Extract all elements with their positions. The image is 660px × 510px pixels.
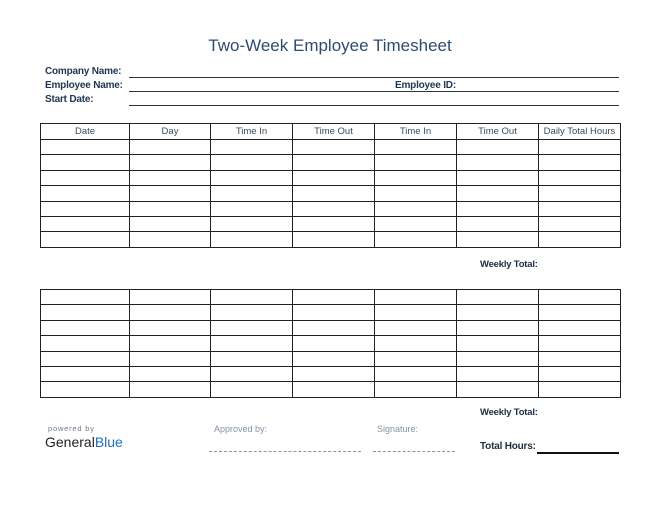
table-row: [41, 305, 621, 320]
employee-id-label: Employee ID:: [395, 80, 456, 91]
table-cell[interactable]: [211, 290, 293, 305]
table-cell[interactable]: [375, 305, 457, 320]
table-cell[interactable]: [41, 140, 130, 155]
total-hours-line[interactable]: [537, 452, 619, 454]
table-cell[interactable]: [130, 170, 211, 185]
table-row: [41, 351, 621, 366]
table-cell[interactable]: [457, 232, 539, 247]
table-cell[interactable]: [457, 216, 539, 231]
table-cell[interactable]: [539, 201, 621, 216]
table-cell[interactable]: [41, 290, 130, 305]
table-cell[interactable]: [41, 170, 130, 185]
table-cell[interactable]: [211, 155, 293, 170]
table-cell[interactable]: [375, 201, 457, 216]
table-cell[interactable]: [539, 290, 621, 305]
table-row: [41, 170, 621, 185]
table-cell[interactable]: [293, 320, 375, 335]
table-cell[interactable]: [457, 320, 539, 335]
column-header: Date: [41, 124, 130, 140]
table-cell[interactable]: [375, 290, 457, 305]
table-cell[interactable]: [375, 382, 457, 397]
table-cell[interactable]: [293, 382, 375, 397]
column-header: Time In: [211, 124, 293, 140]
table-cell[interactable]: [211, 232, 293, 247]
column-header: Day: [130, 124, 211, 140]
table-cell[interactable]: [375, 366, 457, 381]
column-header: Time In: [375, 124, 457, 140]
table-cell[interactable]: [293, 232, 375, 247]
table-cell[interactable]: [41, 155, 130, 170]
table-row: [41, 382, 621, 397]
table-cell[interactable]: [539, 155, 621, 170]
table-cell[interactable]: [375, 336, 457, 351]
approved-by-label: Approved by:: [214, 424, 268, 434]
table-cell[interactable]: [539, 186, 621, 201]
start-date-line[interactable]: [129, 105, 619, 106]
table-cell[interactable]: [293, 170, 375, 185]
table-cell[interactable]: [539, 366, 621, 381]
table-cell[interactable]: [211, 336, 293, 351]
table-cell[interactable]: [539, 140, 621, 155]
table-cell[interactable]: [457, 366, 539, 381]
approved-by-line[interactable]: [209, 451, 361, 452]
table-cell[interactable]: [130, 186, 211, 201]
table-row: [41, 320, 621, 335]
table-header-row: [41, 124, 621, 140]
table-cell[interactable]: [375, 351, 457, 366]
table-cell[interactable]: [130, 140, 211, 155]
table-cell[interactable]: [41, 336, 130, 351]
table-cell[interactable]: [41, 186, 130, 201]
table-row: [41, 201, 621, 216]
table-row: [41, 290, 621, 305]
table-cell[interactable]: [539, 170, 621, 185]
column-header: Time Out: [293, 124, 375, 140]
week2-table: [40, 289, 621, 398]
table-cell[interactable]: [539, 382, 621, 397]
table-cell[interactable]: [41, 366, 130, 381]
table-row: [41, 140, 621, 155]
table-cell[interactable]: [539, 320, 621, 335]
total-hours-label: Total Hours:: [480, 441, 536, 452]
table-cell[interactable]: [293, 366, 375, 381]
week1-total-label: Weekly Total:: [480, 259, 538, 270]
table-cell[interactable]: [457, 155, 539, 170]
table-cell[interactable]: [375, 170, 457, 185]
powered-by-text: powered by: [48, 424, 95, 433]
column-header: Time Out: [457, 124, 539, 140]
employee-name-label: Employee Name:: [45, 80, 123, 91]
table-cell[interactable]: [457, 305, 539, 320]
table-cell[interactable]: [211, 140, 293, 155]
table-cell[interactable]: [41, 305, 130, 320]
table-cell[interactable]: [539, 336, 621, 351]
table-cell[interactable]: [211, 351, 293, 366]
table-cell[interactable]: [293, 140, 375, 155]
table-cell[interactable]: [539, 305, 621, 320]
start-date-label: Start Date:: [45, 94, 94, 105]
company-name-line[interactable]: [129, 77, 619, 78]
week1-table: [40, 123, 621, 248]
table-cell[interactable]: [211, 382, 293, 397]
brand-part1: General: [45, 434, 95, 450]
table-cell[interactable]: [457, 140, 539, 155]
signature-label: Signature:: [377, 424, 419, 434]
table-cell[interactable]: [457, 170, 539, 185]
table-cell[interactable]: [130, 366, 211, 381]
table-cell[interactable]: [130, 155, 211, 170]
table-cell[interactable]: [457, 201, 539, 216]
table-cell[interactable]: [130, 232, 211, 247]
table-cell[interactable]: [539, 216, 621, 231]
table-row: [41, 232, 621, 247]
table-cell[interactable]: [539, 351, 621, 366]
table-cell[interactable]: [457, 382, 539, 397]
table-cell[interactable]: [41, 382, 130, 397]
table-cell[interactable]: [293, 155, 375, 170]
table-cell[interactable]: [41, 232, 130, 247]
table-cell[interactable]: [457, 290, 539, 305]
column-header: Daily Total Hours: [539, 124, 621, 140]
table-cell[interactable]: [293, 186, 375, 201]
table-row: [41, 366, 621, 381]
table-cell[interactable]: [130, 336, 211, 351]
table-row: [41, 216, 621, 231]
table-row: [41, 186, 621, 201]
brand-part2: Blue: [94, 434, 123, 450]
table-cell[interactable]: [130, 351, 211, 366]
table-cell[interactable]: [130, 305, 211, 320]
table-cell[interactable]: [41, 216, 130, 231]
table-cell[interactable]: [211, 186, 293, 201]
table-cell[interactable]: [375, 140, 457, 155]
table-cell[interactable]: [211, 366, 293, 381]
table-cell[interactable]: [211, 170, 293, 185]
table-cell[interactable]: [211, 201, 293, 216]
table-cell[interactable]: [375, 216, 457, 231]
table-cell[interactable]: [41, 351, 130, 366]
table-cell[interactable]: [539, 232, 621, 247]
table-row: [41, 336, 621, 351]
table-cell[interactable]: [293, 305, 375, 320]
table-cell[interactable]: [211, 305, 293, 320]
page-title: Two-Week Employee Timesheet: [208, 36, 452, 55]
signature-line[interactable]: [373, 451, 455, 452]
week2-total-label: Weekly Total:: [480, 407, 538, 418]
table-cell[interactable]: [457, 351, 539, 366]
table-cell[interactable]: [375, 186, 457, 201]
table-cell[interactable]: [375, 232, 457, 247]
table-cell[interactable]: [293, 216, 375, 231]
table-cell[interactable]: [293, 336, 375, 351]
table-cell[interactable]: [457, 186, 539, 201]
table-cell[interactable]: [130, 382, 211, 397]
table-cell[interactable]: [130, 216, 211, 231]
table-cell[interactable]: [457, 336, 539, 351]
employee-name-line[interactable]: [129, 91, 619, 92]
generalblue-logo: [45, 434, 123, 450]
table-cell[interactable]: [375, 320, 457, 335]
table-cell[interactable]: [211, 320, 293, 335]
table-cell[interactable]: [293, 351, 375, 366]
table-cell[interactable]: [41, 320, 130, 335]
table-cell[interactable]: [293, 201, 375, 216]
table-row: [41, 155, 621, 170]
table-cell[interactable]: [130, 320, 211, 335]
table-cell[interactable]: [41, 201, 130, 216]
table-cell[interactable]: [130, 290, 211, 305]
table-cell[interactable]: [130, 201, 211, 216]
company-name-label: Company Name:: [45, 66, 122, 77]
table-cell[interactable]: [211, 216, 293, 231]
table-cell[interactable]: [293, 290, 375, 305]
table-cell[interactable]: [375, 155, 457, 170]
